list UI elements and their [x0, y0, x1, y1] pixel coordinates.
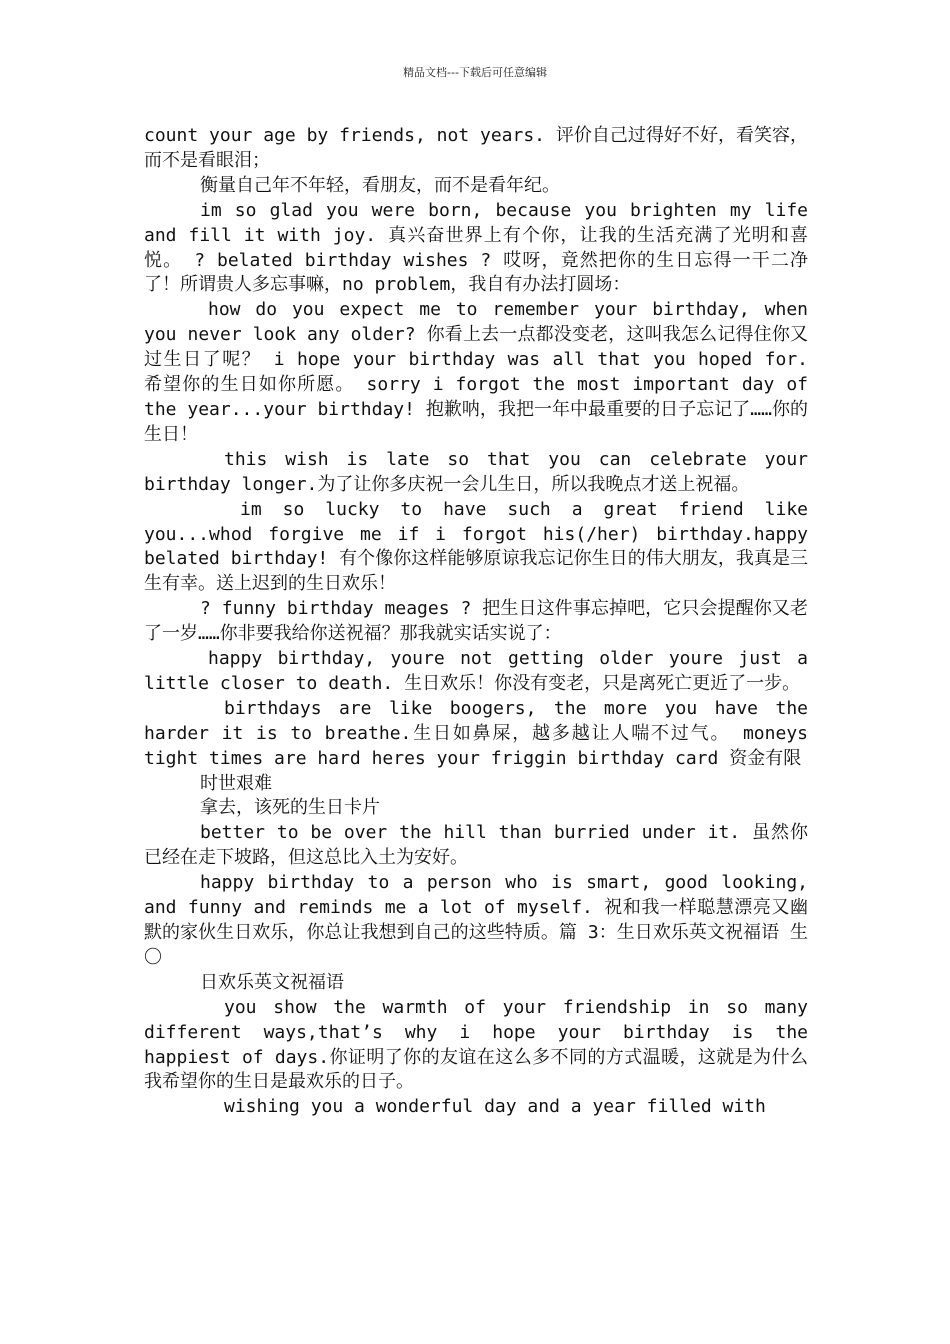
paragraph: happy birthday, youre not getting older youre just a little closer to death. 生日欢乐！你没有变老，只是离死亡更近了一步。 — [144, 648, 808, 694]
paragraph: you show the warmth of your friendship in so many different ways,that’s why i hope your birthday is the happiest of days.你证明了你的友谊在这么多不同的方式温暖，这就是为什么我希望你的生日是最欢乐的日子。 — [144, 996, 808, 1093]
paragraph: count your age by friends, not years. 评价自己过得好不好，看笑容，而不是看眼泪； — [144, 125, 808, 171]
paragraph: 拿去，该死的生日卡片 — [200, 797, 380, 819]
paragraph: 时世艰难 — [200, 772, 272, 794]
paragraph: ? funny birthday meages ? 把生日这件事忘掉吧，它只会提醒你又老了一岁……你非要我给你送祝福？那我就实话实说了： — [144, 598, 808, 645]
paragraph: better to be over the hill than burried under it. 虽然你已经在走下坡路，但这总比入土为安好。 — [144, 822, 808, 869]
paragraph: how do you expect me to remember your birthday, when you never look any older? 你看上去一点都没变老，这叫我怎么记得住你又过生日了呢？ i hope your birthday was all that you hoped for. 希望你的生日如你所愿。 sorry i forgot the most important day of the year...your birthday! 抱歉呐，我把一年中最重要的日子忘记了……你的生日！ — [144, 299, 808, 445]
paragraph: 衡量自己年不年轻，看朋友，而不是看年纪。 — [200, 174, 560, 196]
paragraph: happy birthday to a person who is smart, good looking, and funny and reminds me a lot of myself. 祝和我一样聪慧漂亮又幽默的家伙生日欢乐，你总让我想到自己的这些特质。篇 3：生日欢乐英文祝福语 生〇 — [144, 872, 808, 968]
paragraph: im so lucky to have such a great friend like you...whod forgive me if i forgot his(/her) birthday.happy belated birthday! 有个像你这样能够原谅我忘记你生日的伟大朋友，我真是三生有幸。送上迟到的生日欢乐！ — [144, 498, 808, 595]
paragraph: wishing you a wonderful day and a year filled with — [224, 1096, 766, 1118]
paragraph: this wish is late so that you can celebrate your birthday longer.为了让你多庆祝一会儿生日，所以我晚点才送上祝福。 — [144, 448, 808, 495]
document-body — [144, 124, 808, 1120]
page-header: 精品文档---下载后可任意编辑 — [403, 66, 547, 79]
paragraph: 日欢乐英文祝福语 — [200, 971, 344, 993]
paragraph: im so glad you were born, because you brighten my life and fill it with joy. 真兴奋世界上有个你，让我的生活充满了光明和喜悦。 ? belated birthday wishes ? 哎呀，竟然把你的生日忘得一干二净了！所谓贵人多忘事嘛，no problem，我自有办法打圆场： — [144, 199, 808, 296]
paragraph: birthdays are like boogers, the more you have the harder it is to breathe.生日如鼻屎，越多越让人喘不过气。 moneys tight times are hard heres your friggin birthday card 资金有限 — [144, 697, 808, 769]
